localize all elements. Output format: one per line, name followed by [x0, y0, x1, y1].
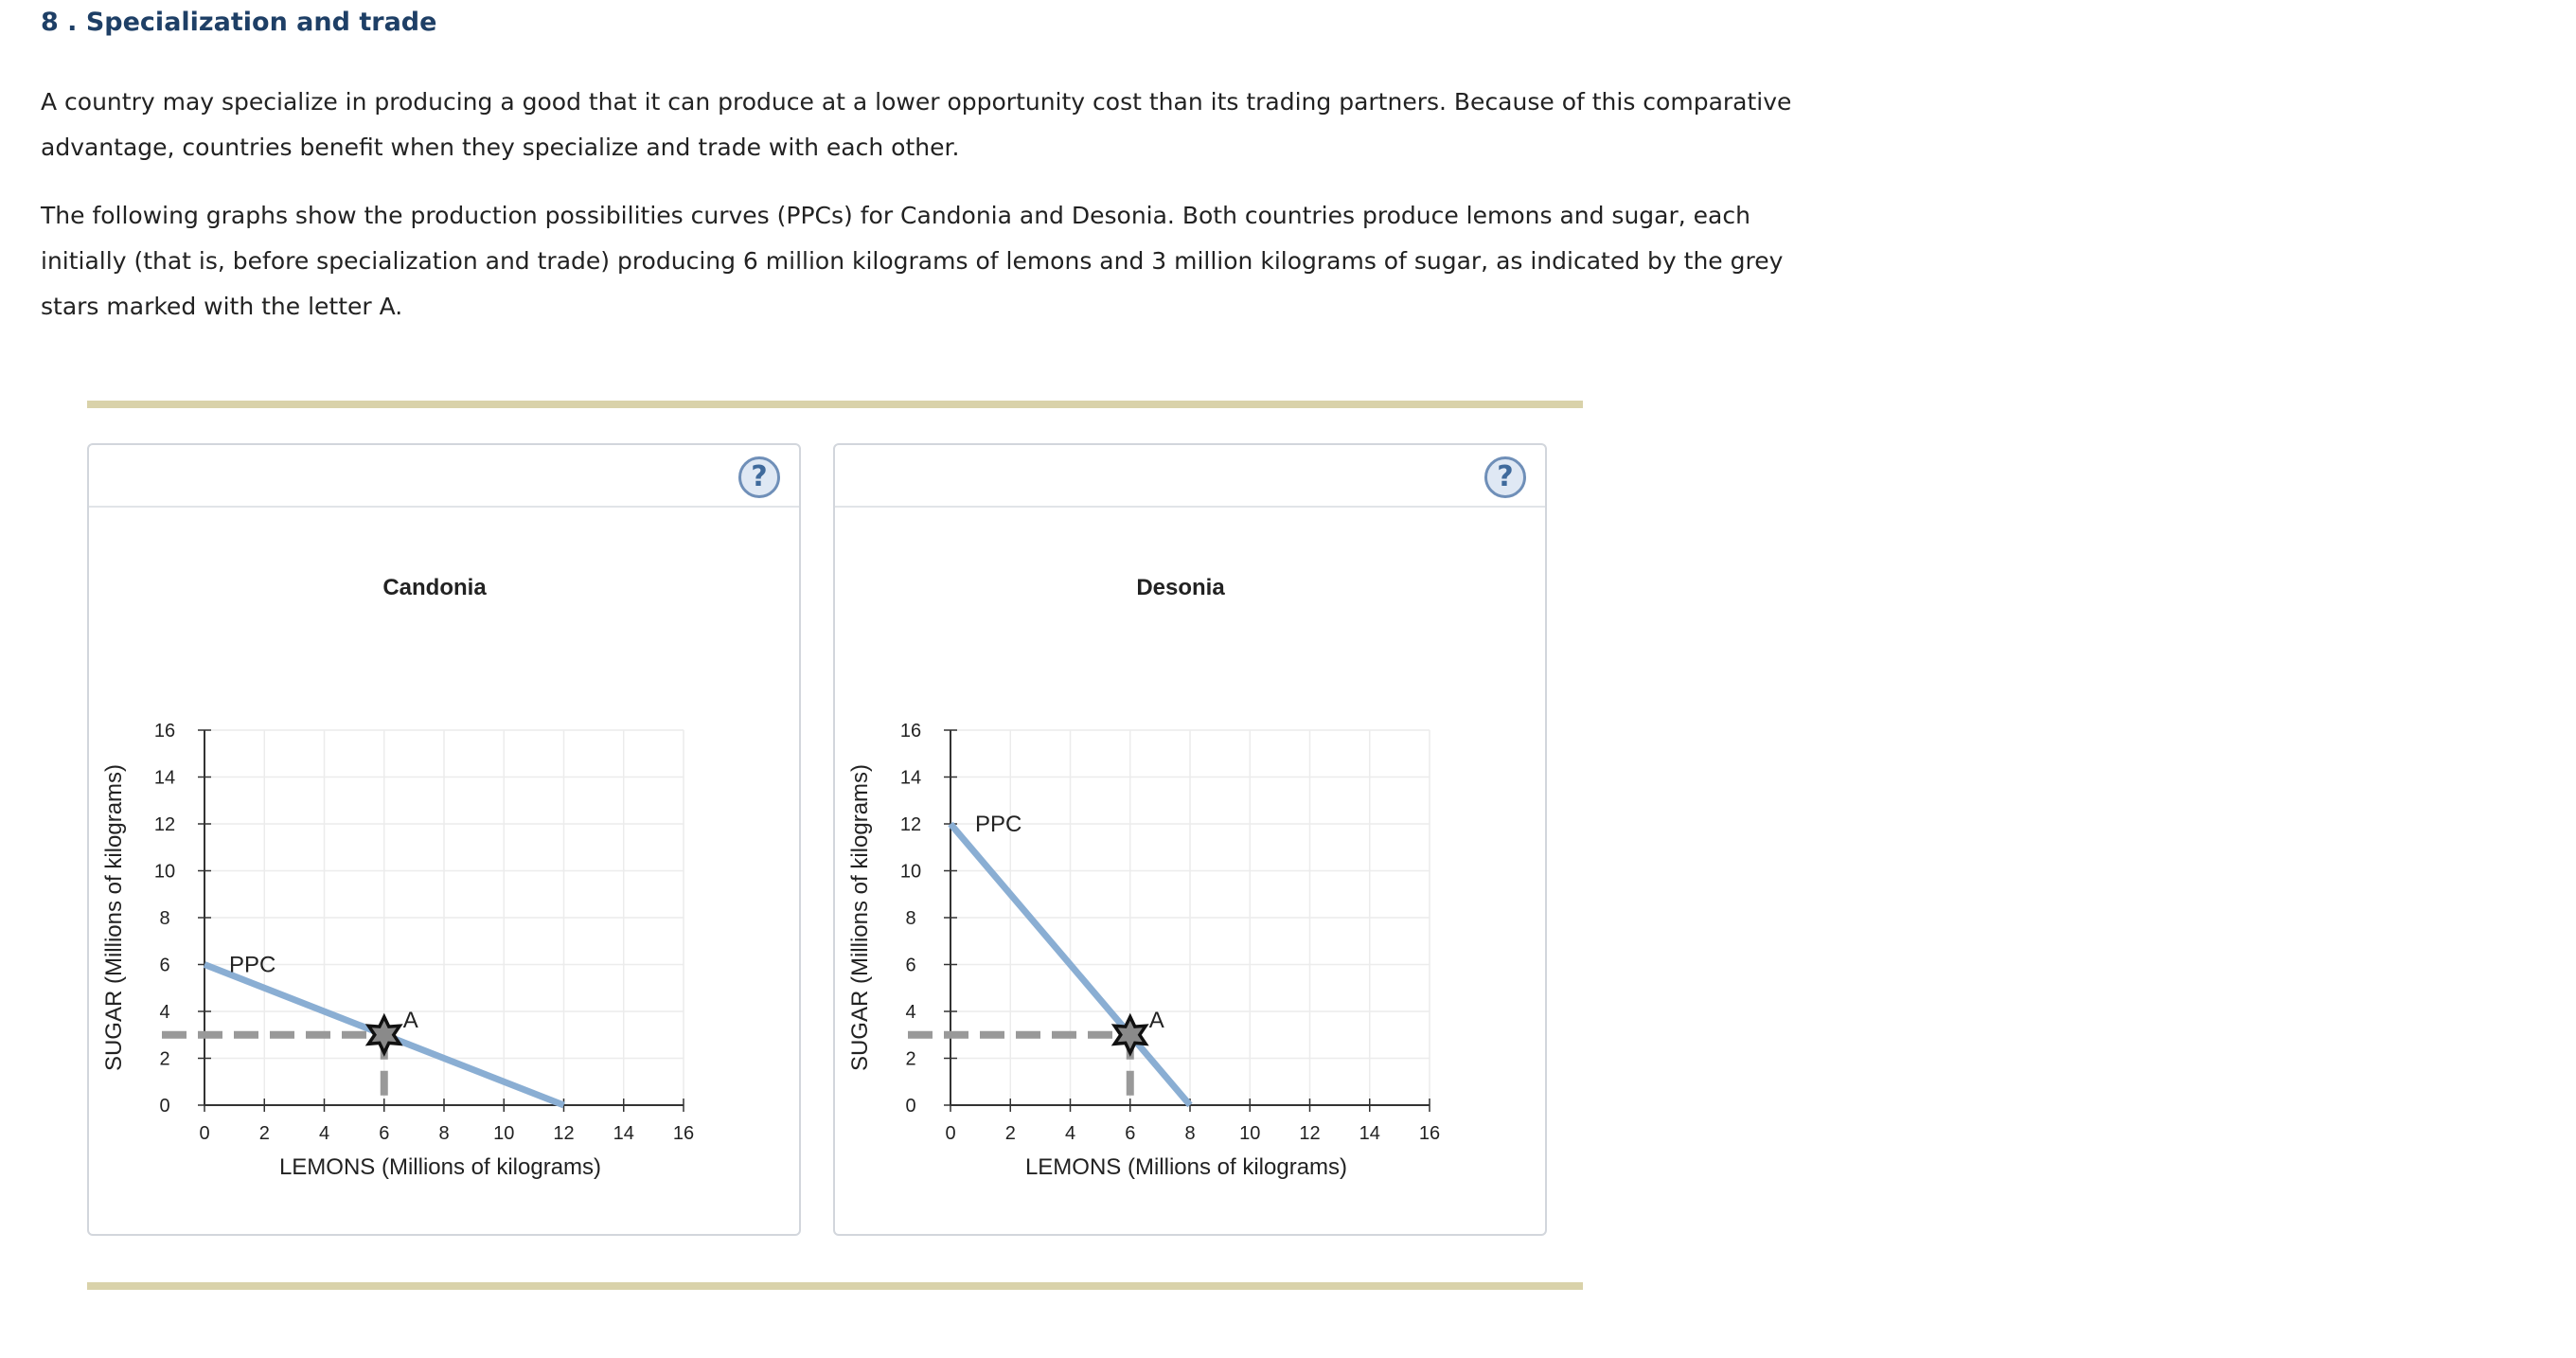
desonia-graph-panel — [833, 443, 1547, 1236]
y-tick-label: 10 — [153, 861, 176, 883]
desonia-chart[interactable] — [835, 508, 1545, 1232]
y-tick-label: 14 — [899, 767, 922, 789]
y-tick-label: 10 — [899, 861, 922, 883]
x-tick-label: 14 — [613, 1123, 634, 1144]
x-tick-label: 16 — [672, 1123, 695, 1144]
panel-header — [835, 445, 1545, 508]
x-axis-label: LEMONS (Millions of kilograms) — [278, 1154, 602, 1180]
x-tick-label: 2 — [1004, 1123, 1016, 1144]
y-axis-label: SUGAR (Millions of kilograms) — [847, 763, 873, 1072]
y-tick-label: 2 — [159, 1048, 170, 1070]
x-tick-label: 6 — [1125, 1123, 1136, 1144]
x-tick-label: 8 — [438, 1123, 450, 1144]
x-tick-label: 6 — [379, 1123, 390, 1144]
y-tick-label: 4 — [905, 1002, 916, 1023]
point-a-label: A — [1148, 1007, 1164, 1033]
point-a-label: A — [402, 1007, 418, 1033]
x-axis-label: LEMONS (Millions of kilograms) — [1024, 1154, 1348, 1180]
x-tick-label: 0 — [945, 1123, 956, 1144]
candonia-graph-panel — [87, 443, 801, 1236]
x-tick-label: 16 — [1418, 1123, 1441, 1144]
y-tick-label: 0 — [159, 1096, 170, 1117]
x-tick-label: 12 — [553, 1123, 575, 1144]
question-title: 8 . Specialization and trade — [41, 8, 437, 37]
x-tick-label: 4 — [318, 1123, 330, 1144]
y-tick-label: 8 — [905, 908, 916, 929]
intro-paragraph: A country may specialize in producing a good that it can produce at a lower opportunity cost than its trading partners. Because of this comparative advantage, countries benefit when they specialize and trade with each other. — [41, 88, 1792, 161]
ppc-label: PPC — [229, 952, 276, 978]
y-tick-label: 4 — [159, 1002, 170, 1023]
y-tick-label: 6 — [905, 955, 916, 976]
x-tick-label: 12 — [1299, 1123, 1321, 1144]
x-tick-label: 10 — [493, 1123, 515, 1144]
y-tick-label: 0 — [905, 1096, 916, 1117]
ppc-label: PPC — [975, 812, 1022, 837]
x-tick-label: 10 — [1239, 1123, 1261, 1144]
y-tick-label: 2 — [905, 1048, 916, 1070]
chart-title: Desonia — [1136, 575, 1225, 600]
y-tick-label: 8 — [159, 908, 170, 929]
chart-title: Candonia — [382, 575, 487, 600]
panel-header — [89, 445, 799, 508]
y-axis-label: SUGAR (Millions of kilograms) — [101, 763, 127, 1072]
x-tick-label: 0 — [199, 1123, 210, 1144]
y-tick-label: 12 — [153, 814, 176, 835]
help-icon[interactable]: ? — [738, 456, 780, 498]
top-divider — [87, 401, 1583, 408]
x-tick-label: 14 — [1359, 1123, 1380, 1144]
y-tick-label: 16 — [899, 721, 922, 742]
bottom-divider — [87, 1282, 1583, 1290]
x-tick-label: 8 — [1184, 1123, 1196, 1144]
point-a-star-icon — [368, 1017, 400, 1053]
candonia-chart[interactable] — [89, 508, 799, 1232]
y-tick-label: 14 — [153, 767, 176, 789]
help-icon[interactable]: ? — [1484, 456, 1526, 498]
graph-description-paragraph: The following graphs show the production possibilities curves (PPCs) for Candonia and Desonia. Both countries produce lemons and sugar, each initially (that is, before specialization and trade) producing 6 million kilograms of lemons and 3 million kilograms of sugar, as indicated by the grey stars marked with the letter A. — [41, 202, 1784, 320]
y-tick-label: 16 — [153, 721, 176, 742]
y-tick-label: 6 — [159, 955, 170, 976]
y-tick-label: 12 — [899, 814, 922, 835]
x-tick-label: 4 — [1064, 1123, 1076, 1144]
x-tick-label: 2 — [258, 1123, 270, 1144]
